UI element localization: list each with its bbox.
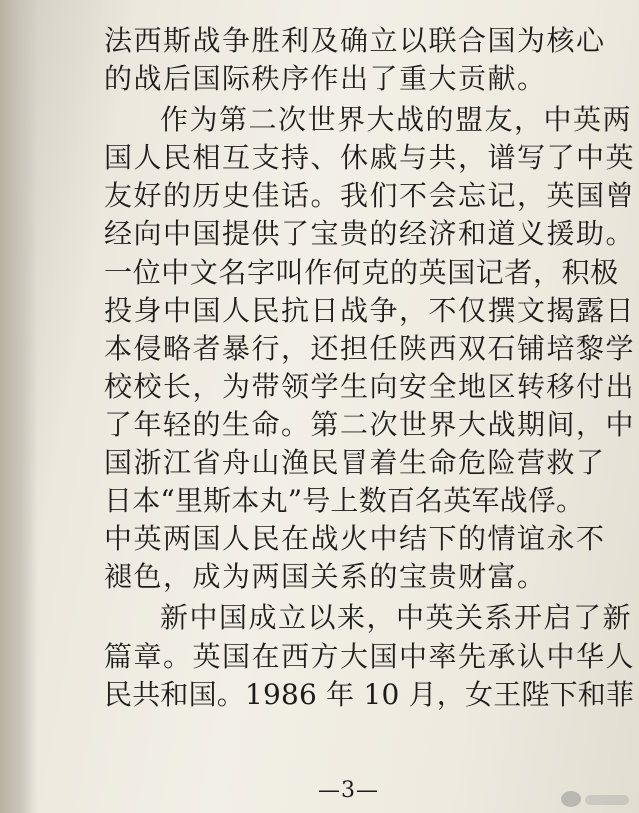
text-line: 了年轻的生命。第二次世界大战期间，中 xyxy=(104,407,636,441)
wechat-watermark xyxy=(561,789,631,811)
paragraph-start-line: 作为第二次世界大战的盟友，中英两 xyxy=(160,103,633,137)
text-line: 投身中国人民抗日战争，不仅撰文揭露日 xyxy=(104,293,636,327)
text-line: 中英两国人民在战火中结下的情谊永不 xyxy=(104,522,606,556)
text-line: 法西斯战争胜利及确立以联合国为核心 xyxy=(104,24,606,57)
body-text xyxy=(104,22,636,714)
text-line: 本侵略者暴行，还担任陕西双石铺培黎学 xyxy=(104,331,636,365)
text-line: 民共和国。1986 年 10 月，女王陛下和菲 xyxy=(104,677,635,711)
text-line: 经向中国提供了宝贵的经济和道义援助。 xyxy=(104,217,636,251)
text-line: 校校长，为带领学生向安全地区转移付出 xyxy=(104,369,636,403)
watermark-blur xyxy=(585,795,629,805)
text-line: 国浙江省舟山渔民冒着生命危险营救了 xyxy=(104,446,606,480)
text-line: 褪色，成为两国关系的宝贵财富。 xyxy=(104,560,547,594)
text-line: 篇章。英国在西方大国中率先承认中华人 xyxy=(104,639,636,673)
text-line: 国人民相互支持、休戚与共，谱写了中英 xyxy=(104,141,636,175)
page-number: —3— xyxy=(318,778,379,803)
text-line: 友好的历史佳话。我们不会忘记，英国曾 xyxy=(104,179,636,213)
paragraph-start-line: 新中国成立以来，中英关系开启了新 xyxy=(160,601,633,635)
page-binding-shadow xyxy=(0,0,38,813)
text-line: 一位中文名字叫作何克的英国记者，积极 xyxy=(104,255,619,289)
text-line: 日本“里斯本丸”号上数百名英军战俘。 xyxy=(104,484,585,518)
text-line: 的战后国际秩序作出了重大贡献。 xyxy=(104,62,547,96)
wechat-bubble-icon xyxy=(561,791,581,807)
